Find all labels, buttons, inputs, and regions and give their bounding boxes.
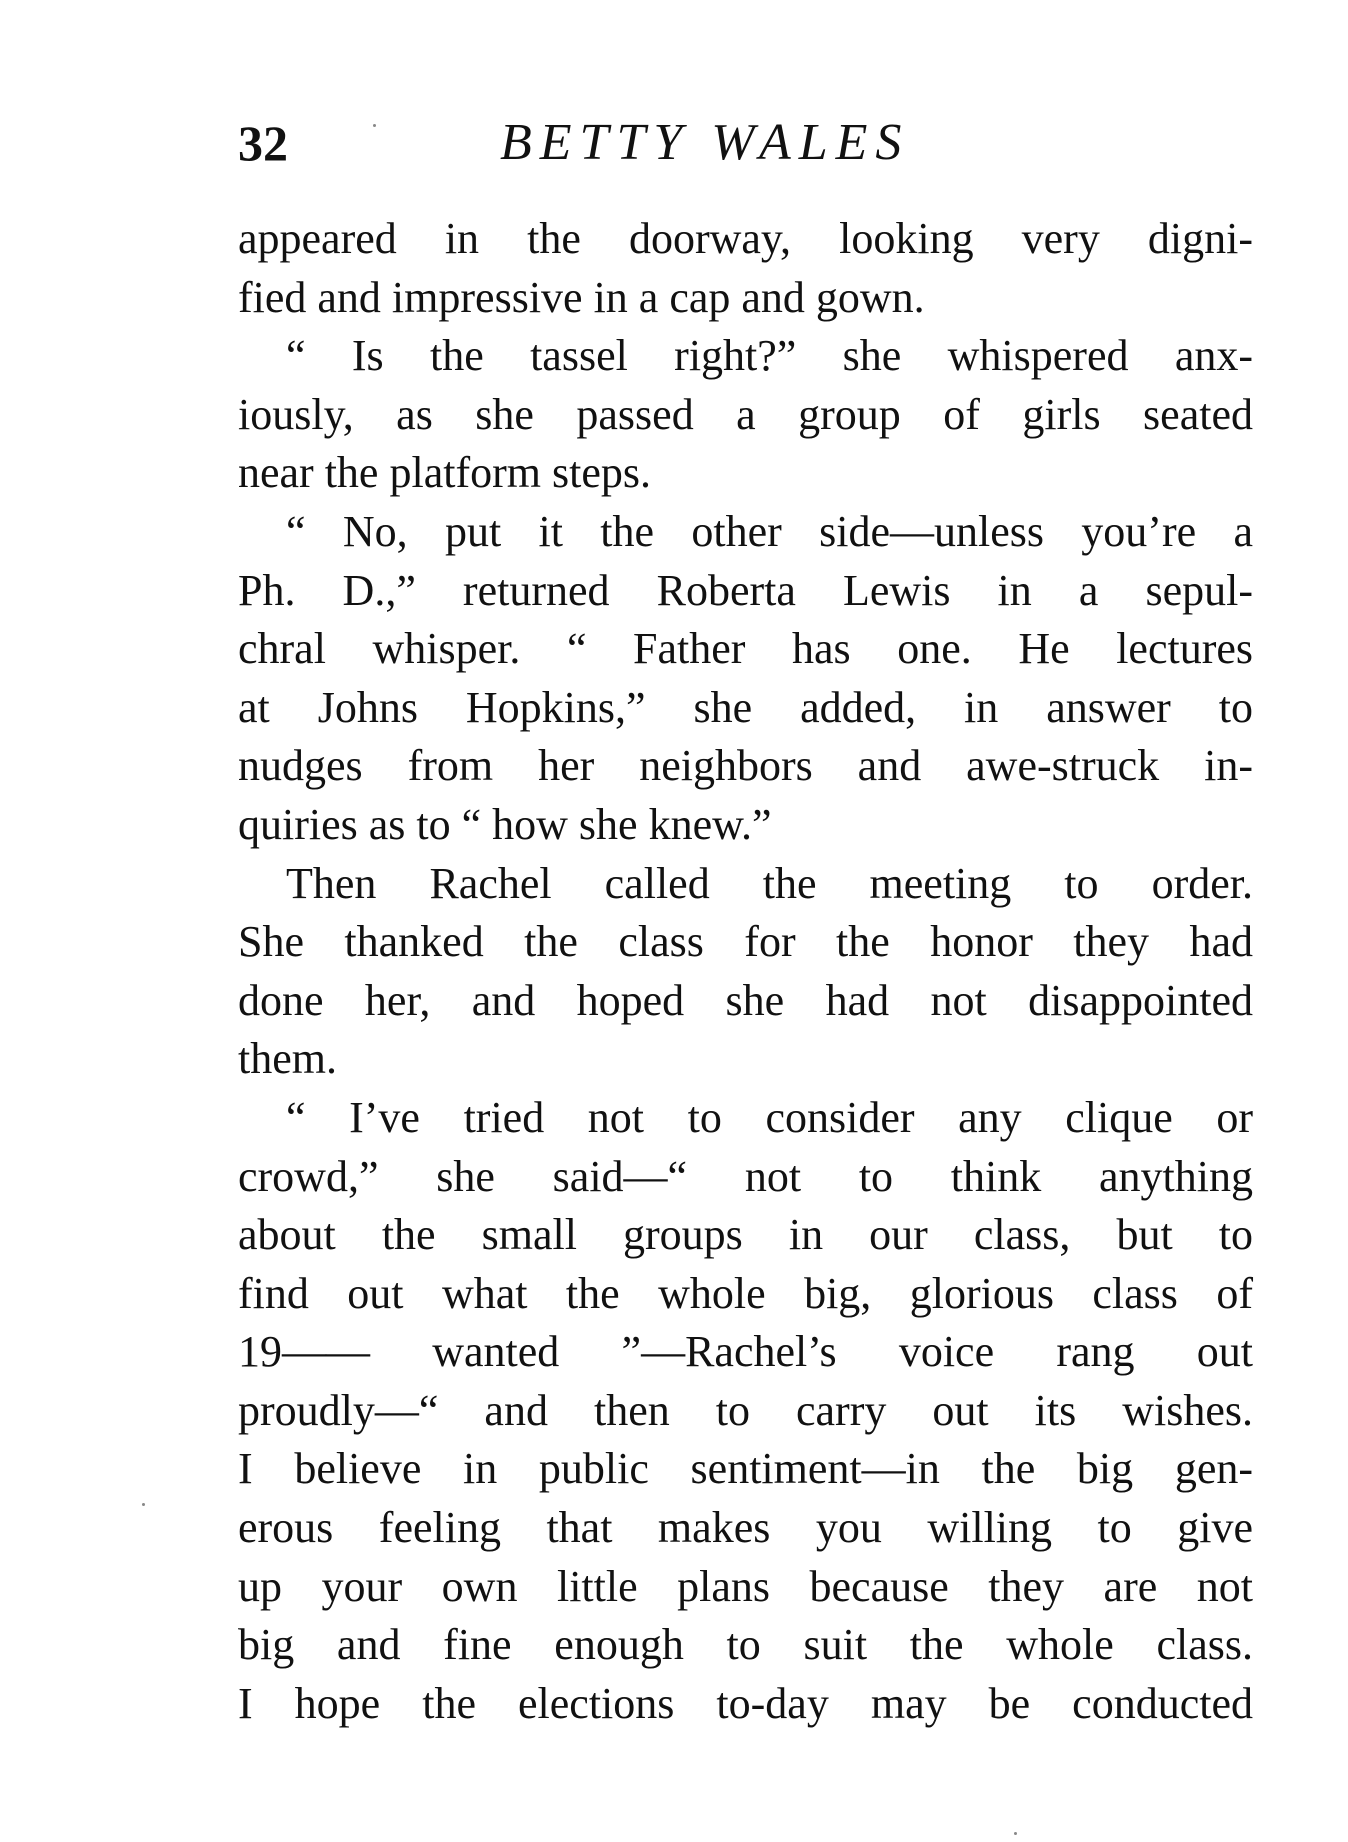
text-line: chral whisper. “ Father has one. He lectures	[238, 624, 1253, 674]
text-line: 19—— wanted ”—Rachel’s voice rang out	[238, 1327, 1253, 1377]
text-line: “ No, put it the other side—unless you’re a	[286, 506, 1253, 556]
paper-speck	[1014, 1832, 1017, 1835]
running-head	[238, 108, 1258, 178]
text-line: She thanked the class for the honor they had	[238, 917, 1253, 967]
text-line: “ I’ve tried not to consider any clique or	[286, 1092, 1253, 1142]
text-line: near the platform steps.	[238, 448, 651, 498]
text-line: proudly—“ and then to carry out its wishes.	[238, 1385, 1253, 1435]
text-line: find out what the whole big, glorious class of	[238, 1268, 1253, 1318]
text-line: “ Is the tassel right?” she whispered anx-	[286, 331, 1253, 381]
text-line: Then Rachel called the meeting to order.	[286, 858, 1253, 908]
text-line: up your own little plans because they are not	[238, 1561, 1253, 1611]
book-title: BETTY WALES	[500, 114, 910, 171]
text-line: fied and impressive in a cap and gown.	[238, 272, 925, 322]
text-line: crowd,” she said—“ not to think anything	[238, 1151, 1253, 1201]
text-line: at Johns Hopkins,” she added, in answer to	[238, 682, 1253, 732]
text-line: about the small groups in our class, but to	[238, 1210, 1253, 1260]
text-line: appeared in the doorway, looking very digni-	[238, 214, 1253, 263]
text-line: iously, as she passed a group of girls seated	[238, 389, 1253, 439]
text-line: nudges from her neighbors and awe-struck in-	[238, 741, 1253, 791]
text-line: quiries as to “ how she knew.”	[238, 799, 772, 849]
text-line: I hope the elections to-day may be conducted	[238, 1678, 1253, 1728]
paper-speck	[142, 1503, 145, 1506]
text-line: erous feeling that makes you willing to give	[238, 1503, 1253, 1553]
text-line: Ph. D.,” returned Roberta Lewis in a sepul-	[238, 565, 1253, 615]
text-line: done her, and hoped she had not disappointed	[238, 975, 1253, 1025]
text-line: them.	[238, 1034, 337, 1084]
text-line: I believe in public sentiment—in the big gen-	[238, 1444, 1253, 1494]
paper-speck	[373, 124, 376, 127]
page-number: 32	[238, 115, 288, 171]
text-line: big and fine enough to suit the whole class.	[238, 1620, 1253, 1670]
body-text	[238, 210, 1253, 1733]
